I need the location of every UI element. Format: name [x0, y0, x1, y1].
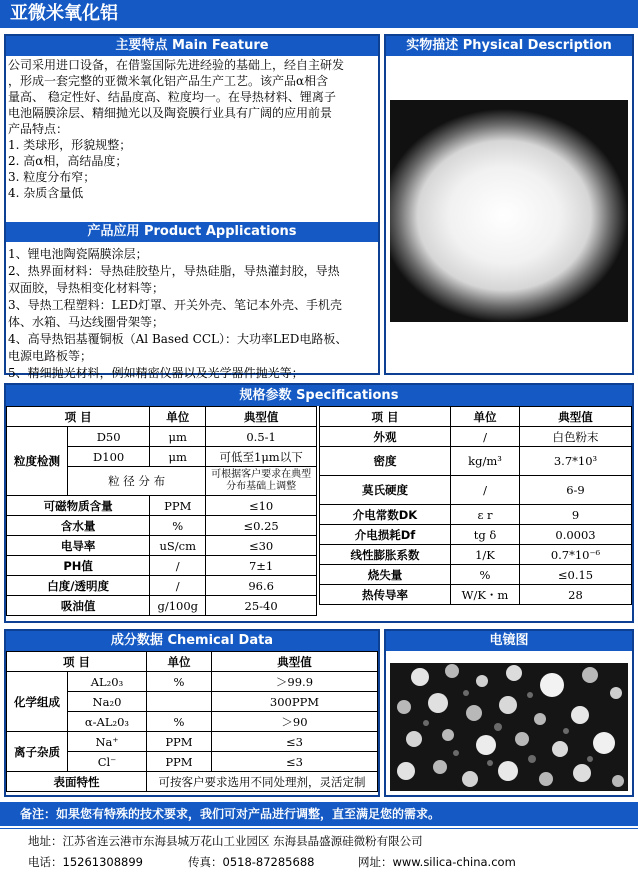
specs-panel — [4, 383, 634, 623]
distribution-value — [206, 467, 317, 496]
chem-unit: PPM — [146, 752, 211, 772]
spec-item: 含水量 — [7, 516, 150, 536]
footer-address: 地址：江苏省连云港市东海县城万花山工业园区 东海县晶盛源硅微粉有限公司 — [28, 834, 423, 848]
features-heading: 主要特点 Main Feature — [6, 36, 378, 56]
spec-item: 线性膨胀系数 — [320, 545, 451, 565]
chem-item: α-AL₂0₃ — [68, 712, 147, 732]
spec-value: 96.6 — [206, 576, 317, 596]
spec-col-unit: 单位 — [150, 407, 206, 427]
spec-item: 烧失量 — [320, 565, 451, 585]
physical-heading: 实物描述 Physical Description — [386, 36, 632, 56]
spec-unit: PPM — [150, 496, 206, 516]
spec-value: ≤0.25 — [206, 516, 317, 536]
footer — [0, 828, 638, 873]
features-panel — [4, 34, 380, 380]
chem-col-item: 项 目 — [7, 652, 147, 672]
distribution-label: 粒 径 分 布 — [68, 467, 206, 496]
spec-unit: % — [150, 516, 206, 536]
spec-item: 白度/透明度 — [7, 576, 150, 596]
chem-item: AL₂0₃ — [68, 672, 147, 692]
spec-col-unit: 单位 — [451, 407, 520, 427]
spec-unit: uS/cm — [150, 536, 206, 556]
chem-value: ＞90 — [211, 712, 377, 732]
features-line: 4. 杂质含量低 — [8, 186, 84, 200]
applications-line: 电源电路板等； — [8, 349, 93, 363]
chem-group-composition: 化学组成 — [7, 672, 68, 732]
surface-value: 可按客户要求选用不同处理剂，灵活定制 — [146, 772, 377, 792]
spec-item: 外观 — [320, 427, 451, 447]
d50-unit: μm — [150, 427, 206, 447]
sem-particles — [390, 663, 628, 791]
spec-unit: ε r — [451, 505, 520, 525]
applications-heading: 产品应用 Product Applications — [6, 222, 378, 242]
chem-item: Na⁺ — [68, 732, 147, 752]
chem-unit: PPM — [146, 732, 211, 752]
d50-label: D50 — [68, 427, 150, 447]
features-line: 3. 粒度分布窄； — [8, 170, 96, 184]
chemical-table — [6, 651, 378, 792]
specs-right-table — [319, 406, 632, 605]
sem-image — [390, 663, 628, 791]
spec-unit: / — [451, 476, 520, 505]
chem-group-ions: 离子杂质 — [7, 732, 68, 772]
spec-unit: tg δ — [451, 525, 520, 545]
spec-unit: g/100g — [150, 596, 206, 616]
footer-web: 网址：www.silica-china.com — [358, 855, 516, 869]
chem-value: ≤3 — [211, 732, 377, 752]
title-bar — [0, 0, 638, 28]
granularity-label: 粒度检测 — [7, 427, 68, 496]
d100-label: D100 — [68, 447, 150, 467]
d50-value: 0.5-1 — [206, 427, 317, 447]
d100-unit: μm — [150, 447, 206, 467]
spec-item: 吸油值 — [7, 596, 150, 616]
applications-line: 5、精细抛光材料，例如精密仪器以及光学器件抛光等； — [8, 366, 304, 380]
spec-col-value: 典型值 — [520, 407, 632, 427]
spec-item: 介电常数DK — [320, 505, 451, 525]
footer-fax: 传真：0518-87285688 — [188, 855, 315, 869]
spec-item: 热传导率 — [320, 585, 451, 605]
spec-value: 0.7*10⁻⁶ — [520, 545, 632, 565]
applications-line: 2、热界面材料：导热硅胶垫片，导热硅脂，导热灌封胶，导热 — [8, 264, 340, 278]
spec-col-item: 项 目 — [320, 407, 451, 427]
spec-unit: / — [150, 556, 206, 576]
chem-col-unit: 单位 — [146, 652, 211, 672]
chem-unit — [146, 692, 211, 712]
distribution-value-line: 可根据客户要求在典型 — [211, 469, 312, 480]
features-line: 产品特点： — [8, 122, 69, 136]
spec-value: 6-9 — [520, 476, 632, 505]
chem-unit: % — [146, 712, 211, 732]
spec-value: ≤10 — [206, 496, 317, 516]
physical-panel — [384, 34, 634, 375]
sem-heading: 电镜图 — [386, 631, 632, 651]
note-bar — [0, 802, 638, 826]
applications-line: 1、锂电池陶瓷隔膜涂层； — [8, 247, 148, 261]
page-title: 亚微米氧化铝 — [10, 3, 118, 24]
spec-value: ≤0.15 — [520, 565, 632, 585]
note-text: 备注：如果您有特殊的技术要求，我们可对产品进行调整，直至满足您的需求。 — [20, 807, 441, 821]
footer-phone: 电话：15261308899 — [28, 855, 143, 869]
applications-line: 体、水箱、马达线圈骨架等； — [8, 315, 165, 329]
spec-item: 密度 — [320, 447, 451, 476]
features-line: 公司采用进口设备，在借鉴国际先进经验的基础上，经自主研发 — [8, 58, 345, 72]
applications-line: 4、高导热铝基覆铜板（Al Based CCL）：大功率LED电路板、 — [8, 332, 348, 346]
d100-value: 可低至1μm以下 — [206, 447, 317, 467]
spec-value: 白色粉末 — [520, 427, 632, 447]
spec-value: 0.0003 — [520, 525, 632, 545]
spec-value: 9 — [520, 505, 632, 525]
chem-unit: % — [146, 672, 211, 692]
chemical-panel — [4, 629, 380, 797]
chemical-heading: 成分数据 Chemical Data — [6, 631, 378, 651]
powder-photo — [390, 100, 628, 322]
chem-col-value: 典型值 — [211, 652, 377, 672]
spec-value: 28 — [520, 585, 632, 605]
applications-line: 3、导热工程塑料：LED灯罩、开关外壳、笔记本外壳、手机壳 — [8, 298, 342, 312]
chem-value: ＞99.9 — [211, 672, 377, 692]
applications-text — [6, 242, 378, 399]
applications-line: 双面胶，导热相变化材料等； — [8, 281, 165, 295]
features-text — [6, 56, 378, 207]
features-line: 电池隔膜涂层、精细抛光以及陶瓷膜行业具有广阔的应用前景 — [8, 106, 333, 120]
chem-value: 300PPM — [211, 692, 377, 712]
features-line: ，形成一套完整的亚微米氧化铝产品生产工艺。该产品α相含 — [8, 74, 329, 88]
distribution-value-line: 分布基础上调整 — [226, 481, 297, 492]
spec-value: ≤30 — [206, 536, 317, 556]
spec-unit: kg/m³ — [451, 447, 520, 476]
spec-item: 可磁物质含量 — [7, 496, 150, 516]
spec-item: 介电损耗Df — [320, 525, 451, 545]
spec-item: 莫氏硬度 — [320, 476, 451, 505]
features-line: 1. 类球形，形貌规整； — [8, 138, 132, 152]
chem-item: Na₂0 — [68, 692, 147, 712]
spec-unit: W/K・m — [451, 585, 520, 605]
features-line: 2. 高α相，高结晶度； — [8, 154, 128, 168]
features-line: 量高、 稳定性好、结晶度高、粒度均一。在导热材料、锂离子 — [8, 90, 336, 104]
specs-left-table — [6, 406, 317, 616]
spec-unit: / — [451, 427, 520, 447]
spec-col-value: 典型值 — [206, 407, 317, 427]
spec-unit: 1/K — [451, 545, 520, 565]
spec-col-item: 项 目 — [7, 407, 150, 427]
spec-item: 电导率 — [7, 536, 150, 556]
spec-unit: % — [451, 565, 520, 585]
spec-value: 25-40 — [206, 596, 317, 616]
surface-label: 表面特性 — [7, 772, 147, 792]
specs-heading: 规格参数 Specifications — [6, 385, 632, 406]
spec-item: PH值 — [7, 556, 150, 576]
spec-value: 3.7*10³ — [520, 447, 632, 476]
chem-value: ≤3 — [211, 752, 377, 772]
spec-unit: / — [150, 576, 206, 596]
sem-panel — [384, 629, 634, 797]
chem-item: Cl⁻ — [68, 752, 147, 772]
spec-value: 7±1 — [206, 556, 317, 576]
